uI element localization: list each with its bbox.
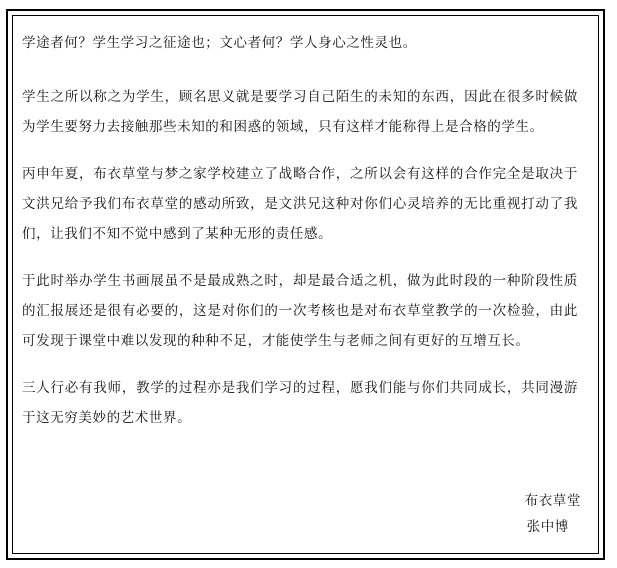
paragraph-5: 三人行必有我师，教学的过程亦是我们学习的过程，愿我们能与你们共同成长，共同漫游于这无穷美妙的艺术世界。 — [22, 380, 578, 426]
signature-block — [525, 488, 581, 540]
signature-author: 张中博 — [526, 519, 569, 535]
paragraph-4: 于此时举办学生书画展虽不是最成熟之时，却是最合适之机，做为此时段的一种阶段性质的汇报展还是很有必要的，这是对你们的一次考核也是对布衣草堂教学的一次检验，由此可发现于课堂中难以发现的种种不足，才能使学生与老师之间有更好的互增互长。 — [22, 273, 578, 349]
signature-organization: 布衣草堂 — [524, 493, 581, 509]
paragraph-1: 学途者何？学生学习之征途也；文心者何？学人身心之性灵也。 — [22, 35, 417, 51]
paragraph-3: 丙申年夏，布衣草堂与梦之家学校建立了战略合作，之所以会有这样的合作完全是取决于文洪兄给予我们布衣草堂的感动所致，是文洪兄这种对你们心灵培养的无比重视打动了我们，让我们不知不觉中感到了某种无形的责任感。 — [22, 166, 578, 242]
letter-body — [22, 28, 578, 450]
paragraph-2: 学生之所以称之为学生，顾名思义就是要学习自己陌生的未知的东西，因此在很多时候做为学生要努力去接触那些未知的和困惑的领域，只有这样才能称得上是合格的学生。 — [22, 89, 578, 135]
